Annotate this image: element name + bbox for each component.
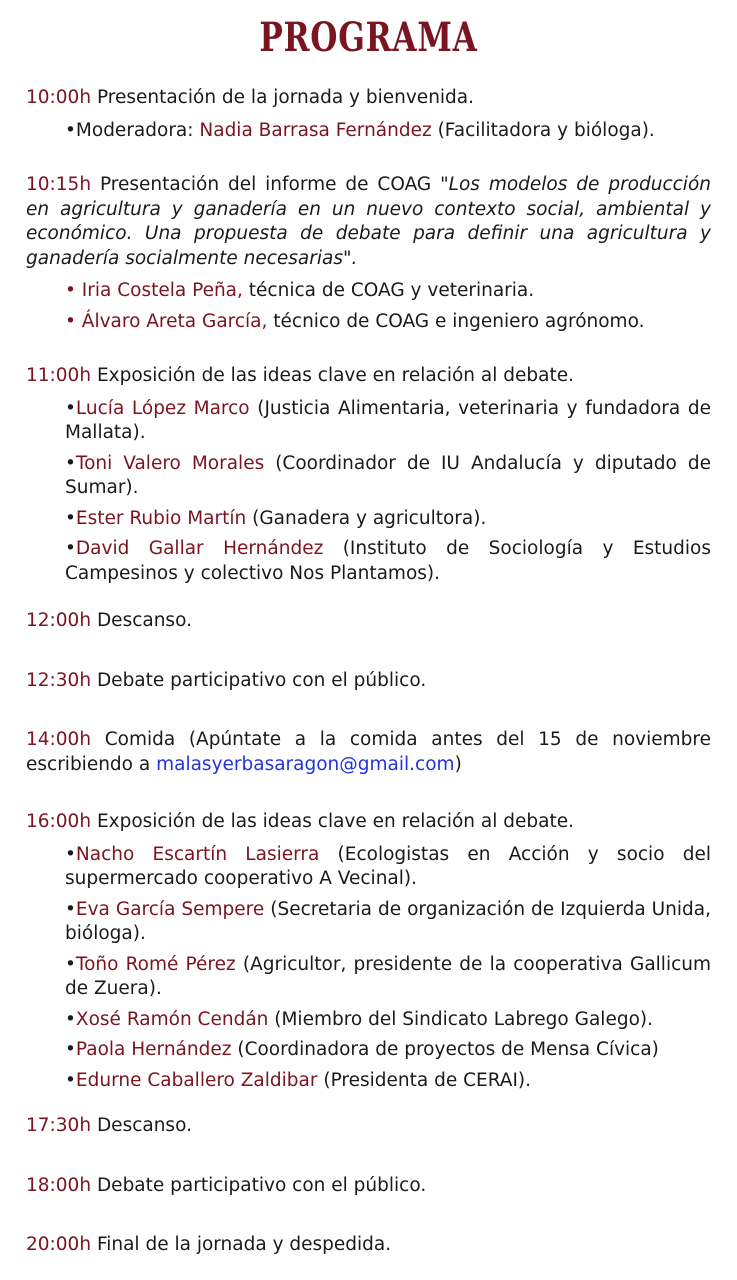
speaker-desc: (Presidenta de CERAI). — [317, 1069, 532, 1091]
speaker-name: Eva García Sempere — [75, 898, 265, 920]
speaker-item: •Toni Valero Morales (Coordinador de IU Andalucía y diputado de Sumar). — [65, 452, 711, 498]
session-text: Debate participativo con el público. — [96, 1175, 427, 1196]
session-text: Descanso. — [96, 610, 192, 631]
session-time: 16:00h — [26, 811, 92, 832]
session-1400: 14:00h Comida (Apúntate a la comida antes del 15 de noviembre escribiendo a malasyerbasaragon@gmail.com) — [26, 729, 711, 775]
session-text: Comida (Apúntate a la comida antes del 15 de noviembre escribiendo a — [26, 729, 711, 775]
speaker-name: Toño Romé Pérez — [75, 953, 236, 975]
email-link[interactable]: malasyerbasaragon@gmail.com — [156, 753, 455, 775]
session-text: Presentación de la jornada y bienvenida. — [96, 87, 475, 108]
session-text: Exposición de las ideas clave en relación al debate. — [96, 811, 574, 832]
speaker-item: • Álvaro Areta García, técnico de COAG e ingeniero agrónomo. — [65, 310, 645, 332]
speaker-name: Nadia Barrasa Fernández — [199, 119, 432, 141]
speaker-item: •Ester Rubio Martín (Ganadera y agricultora). — [65, 507, 487, 529]
speaker-desc: (Ecologistas en Acción y socio del supermercado cooperativo A Vecinal). — [65, 843, 712, 889]
session-1800 — [26, 1174, 711, 1199]
speaker-item: •Xosé Ramón Cendán (Miembro del Sindicato Labrego Galego). — [65, 1008, 653, 1030]
speaker-name: Edurne Caballero Zaldibar — [75, 1069, 318, 1091]
session-text: Presentación del informe de COAG — [99, 174, 441, 195]
speaker-desc: (Coordinador de IU Andalucía y diputado de Sumar). — [65, 452, 711, 498]
session-1230 — [26, 669, 711, 694]
session-time: 10:00h — [26, 87, 92, 108]
session-1015 — [26, 173, 711, 334]
speaker-desc: (Facilitadora y bióloga). — [431, 119, 655, 141]
session-1200 — [26, 609, 711, 634]
speaker-desc: (Coordinadora de proyectos de Mensa Cívica) — [231, 1039, 659, 1060]
speaker-item: •Eva García Sempere (Secretaria de organización de Izquierda Unida, bióloga). — [65, 898, 712, 944]
session-time: 17:30h — [26, 1115, 92, 1136]
speaker-name: Nacho Escartín Lasierra — [75, 843, 320, 865]
speaker-item: •Edurne Caballero Zaldibar (Presidenta de CERAI). — [65, 1069, 532, 1091]
speaker-item: •Moderadora: Nadia Barrasa Fernández (Facilitadora y bióloga). — [65, 119, 655, 141]
speaker-name: Ester Rubio Martín — [75, 507, 247, 529]
speaker-desc: (Instituto de Sociología y Estudios Campesinos y colectivo Nos Plantamos). — [65, 538, 711, 584]
session-time: 11:00h — [26, 365, 92, 386]
speaker-name: David Gallar Hernández — [75, 538, 324, 559]
speaker-desc: (Justicia Alimentaria, veterinaria y fundadora de Mallata). — [65, 397, 711, 443]
page-title: PROGRAMA — [259, 14, 478, 61]
speaker-name: Paola Hernández — [75, 1039, 232, 1060]
session-time: 12:30h — [26, 670, 92, 691]
speaker-name: Toni Valero Morales — [75, 452, 265, 474]
speaker-desc: (Secretaria de organización de Izquierda Unida, bióloga). — [65, 898, 712, 944]
session-text: Debate participativo con el público. — [96, 670, 427, 691]
session-time: 18:00h — [26, 1175, 92, 1196]
session-1730 — [26, 1114, 711, 1139]
session-2000 — [26, 1233, 711, 1258]
session-1600 — [26, 810, 711, 1093]
speaker-desc: técnico de COAG e ingeniero agrónomo. — [267, 310, 645, 332]
session-1000 — [26, 86, 711, 143]
speaker-name: Álvaro Areta García, — [81, 310, 268, 332]
speaker-item: •Paola Hernández (Coordinadora de proyectos de Mensa Cívica) — [65, 1039, 659, 1060]
speaker-name: Lucía López Marco — [75, 397, 250, 419]
speaker-item: •Lucía López Marco (Justicia Alimentaria, veterinaria y fundadora de Mallata). — [65, 397, 711, 443]
speaker-name: Xosé Ramón Cendán — [75, 1008, 269, 1030]
session-text: Descanso. — [96, 1115, 192, 1136]
session-text: Final de la jornada y despedida. — [96, 1234, 392, 1255]
speaker-item: •David Gallar Hernández (Instituto de Sociología y Estudios Campesinos y colectivo Nos Plantamos). — [65, 538, 711, 584]
session-time: 10:15h — [26, 174, 92, 195]
session-time: 20:00h — [26, 1234, 92, 1255]
report-title: "Los modelos de producción en agricultura y ganadería en un nuevo contexto social, ambiental y económico. Una propuesta de debate para definir una agricultura y ganadería socialmente necesarias". — [26, 174, 711, 269]
session-1100 — [26, 364, 711, 586]
speaker-desc: (Ganadera y agricultora). — [246, 507, 487, 529]
session-time: 12:00h — [26, 610, 92, 631]
session-time: 14:00h — [26, 729, 92, 750]
speaker-item: •Nacho Escartín Lasierra (Ecologistas en Acción y socio del supermercado cooperativo A Vecinal). — [65, 843, 712, 889]
speaker-name: Iria Costela Peña, — [81, 280, 243, 301]
speaker-item: •Toño Romé Pérez (Agricultor, presidente de la cooperativa Gallicum de Zuera). — [65, 953, 711, 999]
speaker-desc: (Miembro del Sindicato Labrego Galego). — [268, 1008, 653, 1030]
speaker-desc: técnica de COAG y veterinaria. — [242, 280, 535, 301]
session-text: Exposición de las ideas clave en relación al debate. — [96, 365, 574, 386]
speaker-item: • Iria Costela Peña, técnica de COAG y veterinaria. — [65, 280, 535, 301]
speaker-desc: (Agricultor, presidente de la cooperativa Gallicum de Zuera). — [65, 953, 711, 999]
